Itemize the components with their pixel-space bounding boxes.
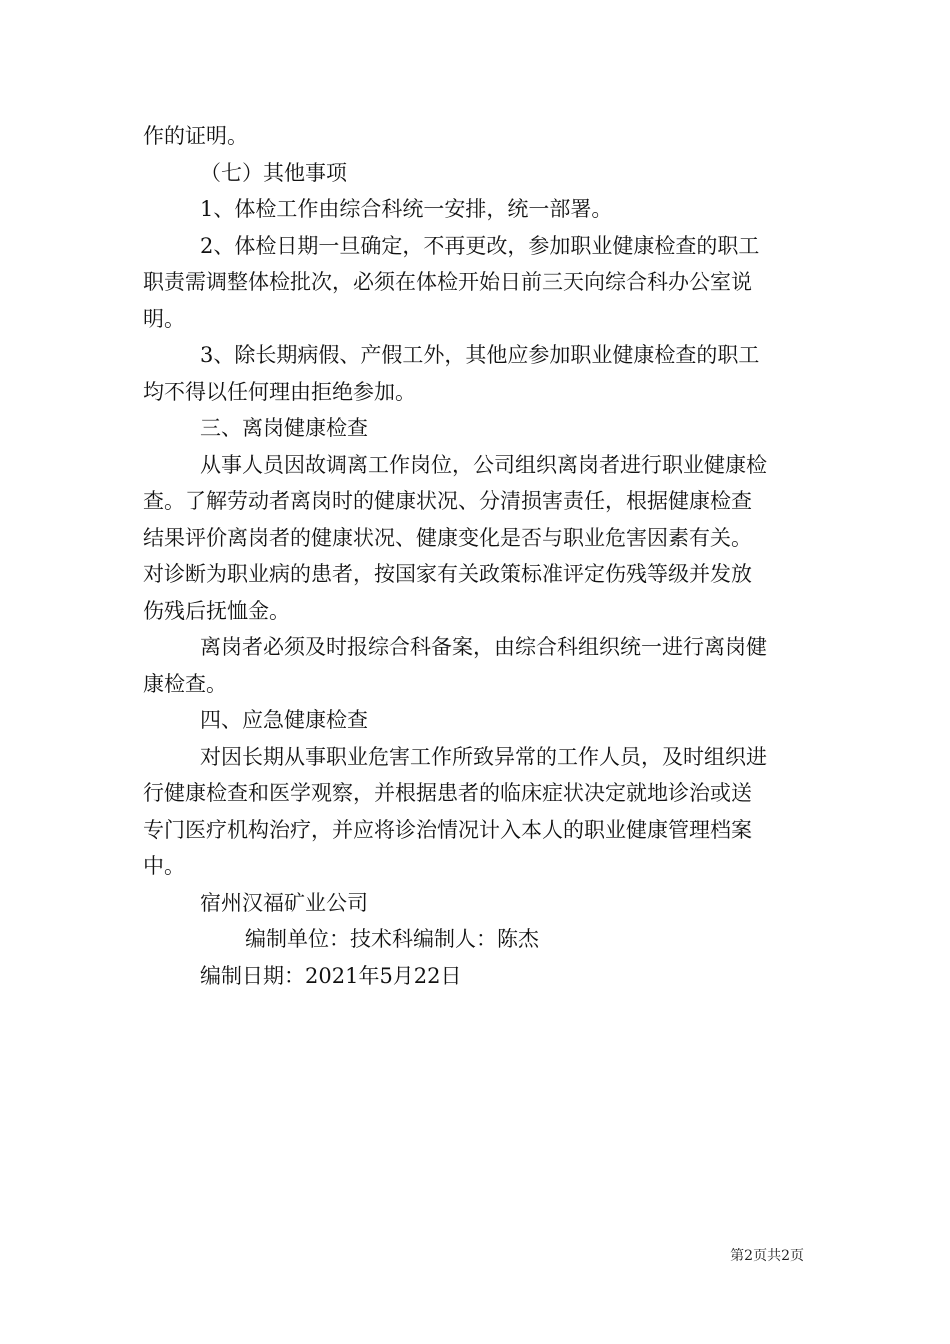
- paragraph-line: 3、除长期病假、产假工外，其他应参加职业健康检查的职工: [200, 343, 760, 367]
- paragraph-line: 离岗者必须及时报综合科备案，由综合科组织统一进行离岗健: [200, 635, 767, 659]
- section-heading: 四、应急健康检查: [200, 708, 368, 732]
- page-number: 第2页共2页: [730, 1248, 804, 1264]
- company-name: 宿州汉福矿业公司: [200, 890, 368, 915]
- paragraph-line: 行健康检查和医学观察，并根据患者的临床症状决定就地诊治或送: [143, 781, 752, 805]
- compile-date: 编制日期：2021年5月22日: [200, 963, 462, 988]
- paragraph-line: 伤残后抚恤金。: [143, 598, 290, 623]
- paragraph-line: 专门医疗机构治疗，并应将诊治情况计入本人的职业健康管理档案: [143, 817, 752, 842]
- paragraph-line: 从事人员因故调离工作岗位，公司组织离岗者进行职业健康检: [200, 452, 767, 477]
- paragraph-line: 康检查。: [143, 671, 227, 696]
- paragraph-line: 职责需调整体检批次，必须在体检开始日前三天向综合科办公室说: [143, 270, 752, 294]
- paragraph-line: 2、体检日期一旦确定，不再更改，参加职业健康检查的职工: [200, 233, 760, 258]
- section-heading: 三、离岗健康检查: [200, 416, 368, 440]
- paragraph-line: 结果评价离岗者的健康状况、健康变化是否与职业危害因素有关。: [143, 525, 752, 550]
- paragraph-line: 对因长期从事职业危害工作所致异常的工作人员，及时组织进: [200, 744, 767, 769]
- paragraph-line: 1、体检工作由综合科统一安排，统一部署。: [200, 197, 613, 221]
- paragraph-line: 对诊断为职业病的患者，按国家有关政策标准评定伤残等级并发放: [143, 562, 752, 586]
- paragraph-line: 明。: [143, 306, 185, 331]
- compiler-info: 编制单位：技术科编制人：陈杰: [245, 927, 539, 951]
- paragraph-line: 查。了解劳动者离岗时的健康状况、分清损害责任，根据健康检查: [143, 489, 752, 513]
- document-body: [143, 118, 811, 994]
- paragraph-line: 作的证明。: [143, 124, 248, 148]
- section-heading: （七）其他事项: [200, 160, 347, 185]
- paragraph-line: 均不得以任何理由拒绝参加。: [143, 379, 416, 404]
- paragraph-line: 中。: [143, 854, 185, 878]
